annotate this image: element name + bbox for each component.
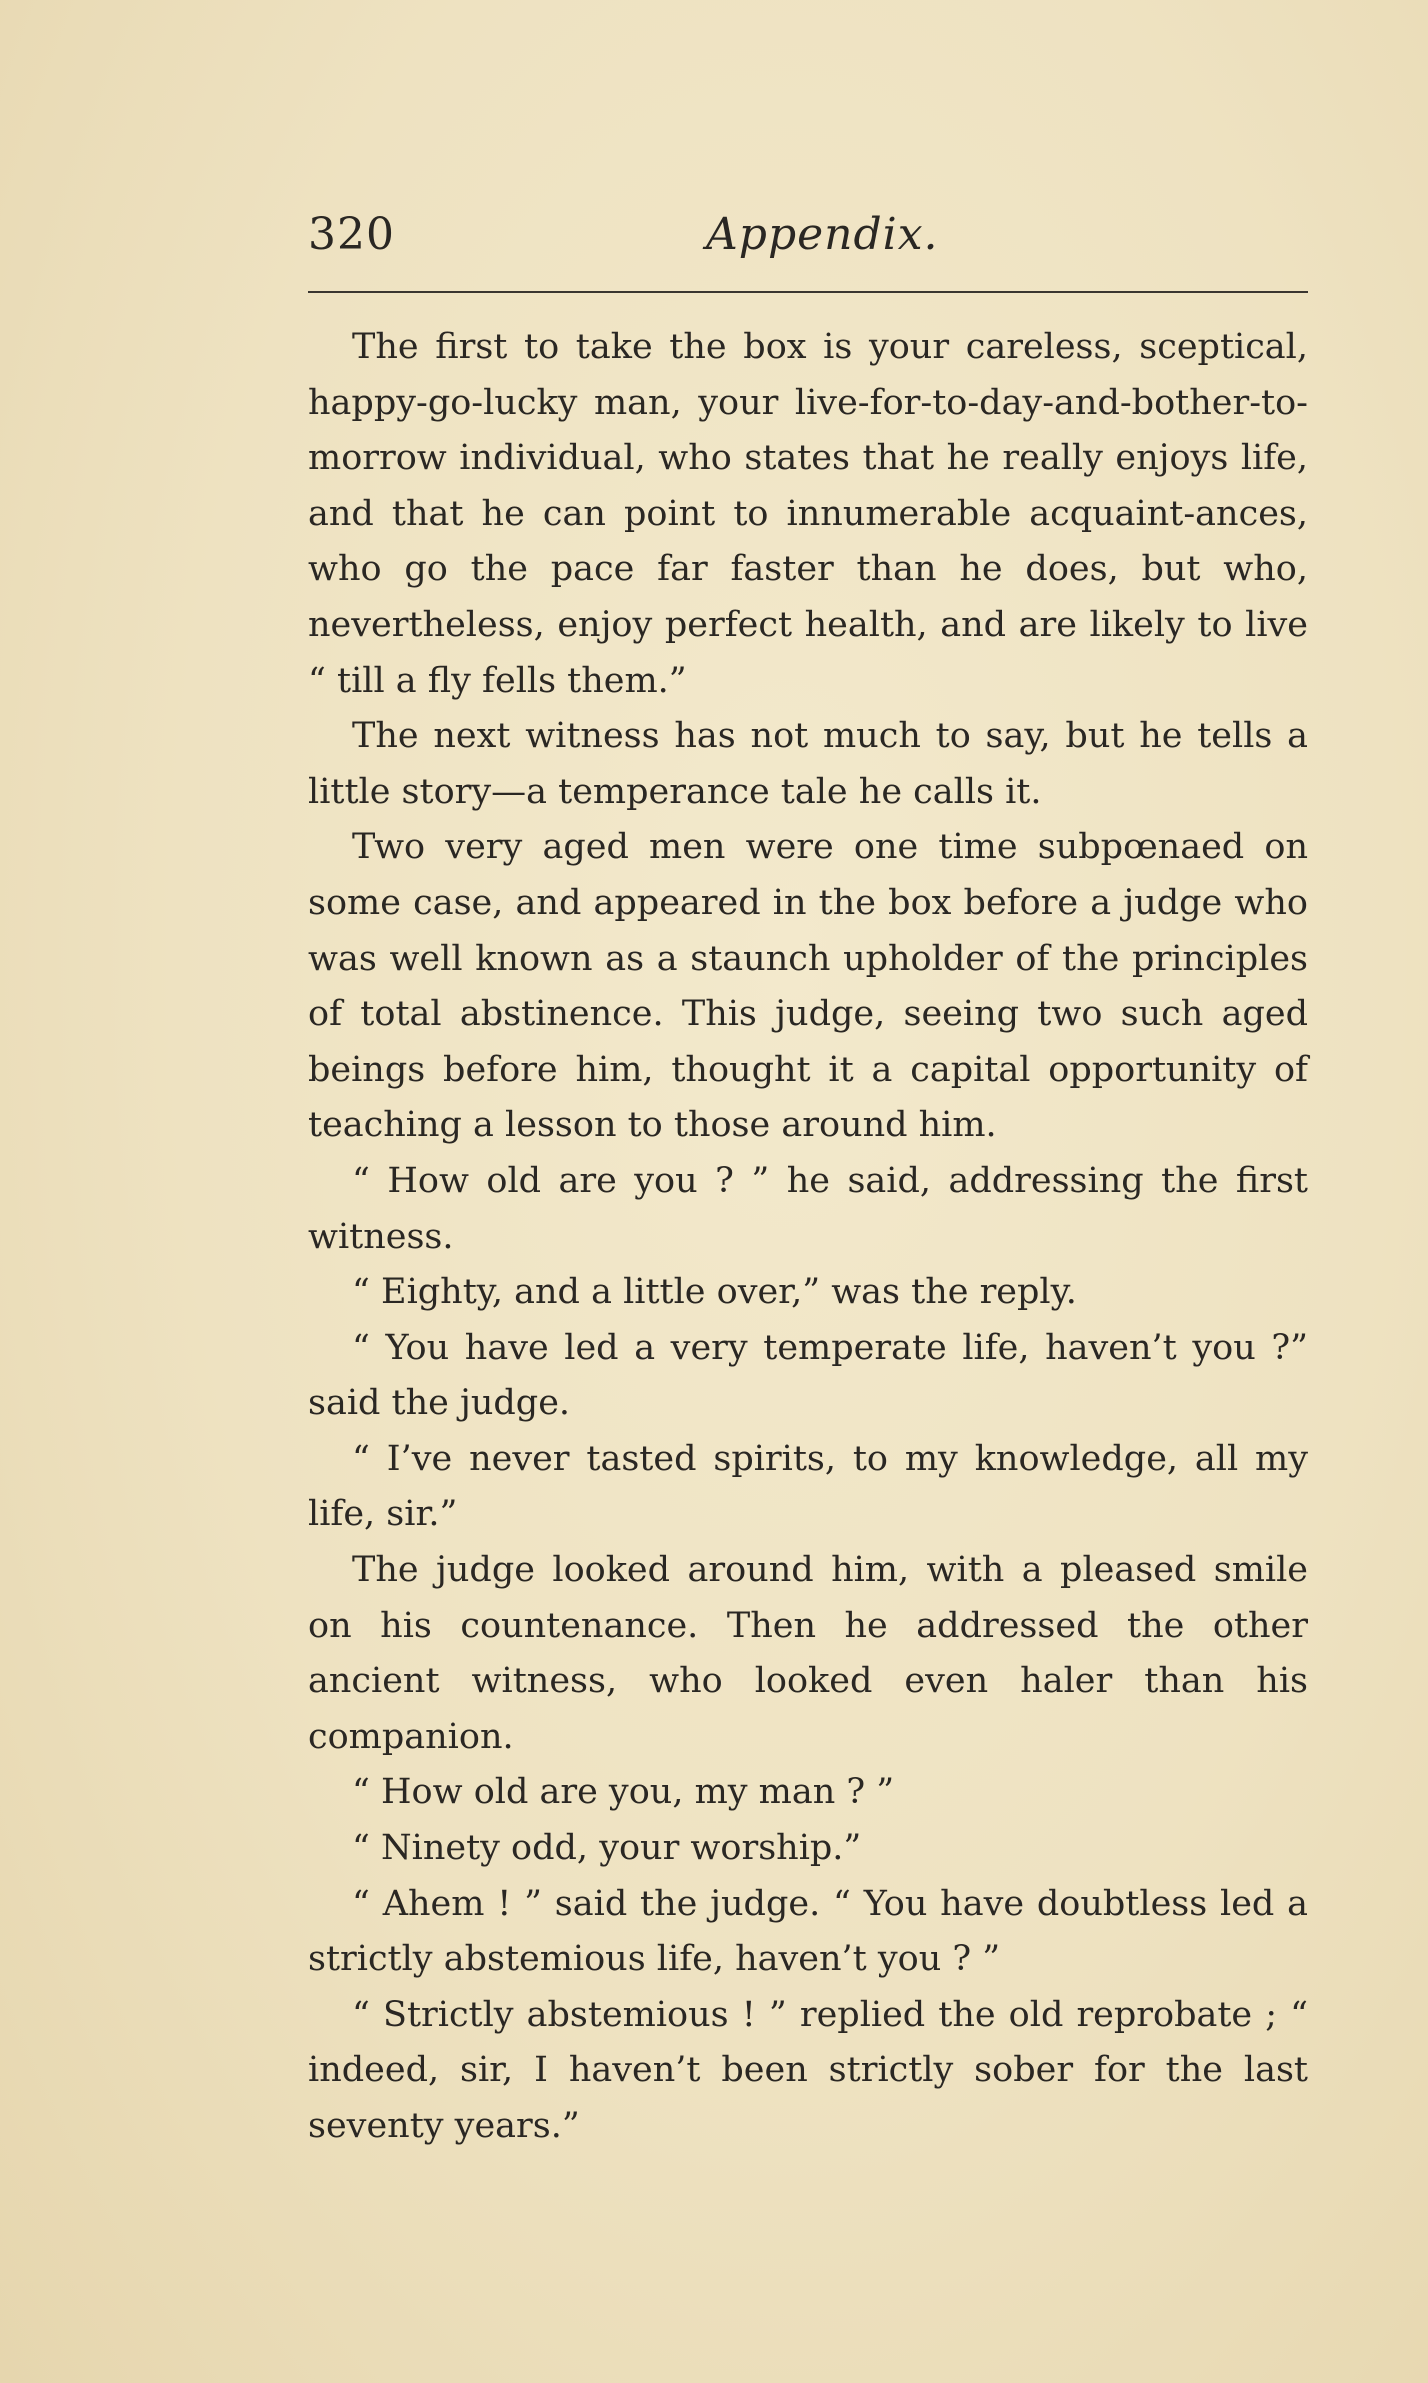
paragraph-11: “ Ahem ! ” said the judge. “ You have doubtless led a strictly abstemious life, haven’t you ? ” xyxy=(308,1883,1308,1980)
paragraph-6: “ You have led a very temperate life, haven’t you ?” said the judge. xyxy=(308,1327,1308,1424)
paragraph-5: “ Eighty, and a little over,” was the reply. xyxy=(352,1272,1077,1313)
body-text xyxy=(308,320,1308,2155)
paragraph-8: The judge looked around him, with a pleased smile on his countenance. Then he addressed the other ancient witness, who looked even haler than his companion. xyxy=(308,1550,1308,1757)
running-title: Appendix. xyxy=(706,209,939,260)
paragraph-7: “ I’ve never tasted spirits, to my knowledge, all my life, sir.” xyxy=(308,1438,1308,1535)
paragraph-1: The first to take the box is your careless, sceptical, happy-go-lucky man, your live-for-to-day-and-bother-to-morrow individual, who states that he really enjoys life, and that he can point to innumerable acquaint-ances, who go the pace far faster than he does, but who, nevertheless, enjoy perfect health, and are likely to live “ till a fly fells them.” xyxy=(308,327,1308,701)
paragraph-2: The next witness has not much to say, but he tells a little story—a temperance tale he calls it. xyxy=(308,716,1308,812)
header-rule xyxy=(308,291,1308,293)
paragraph-12: “ Strictly abstemious ! ” replied the old reprobate ; “ indeed, sir, I haven’t been strictly sober for the last seventy years.” xyxy=(308,1994,1308,2146)
page-number: 320 xyxy=(308,209,395,260)
paragraph-4: “ How old are you ? ” he said, addressing the first witness. xyxy=(308,1160,1308,1257)
paragraph-10: “ Ninety odd, your worship.” xyxy=(352,1828,862,1869)
page-header xyxy=(308,205,1308,275)
paragraph-3: Two very aged men were one time subpœnaed on some case, and appeared in the box before a judge who was well known as a staunch upholder of the principles of total abstinence. This judge, seeing two such aged beings before him, thought it a capital opportunity of teaching a lesson to those around him. xyxy=(308,827,1308,1146)
paragraph-9: “ How old are you, my man ? ” xyxy=(352,1772,895,1813)
